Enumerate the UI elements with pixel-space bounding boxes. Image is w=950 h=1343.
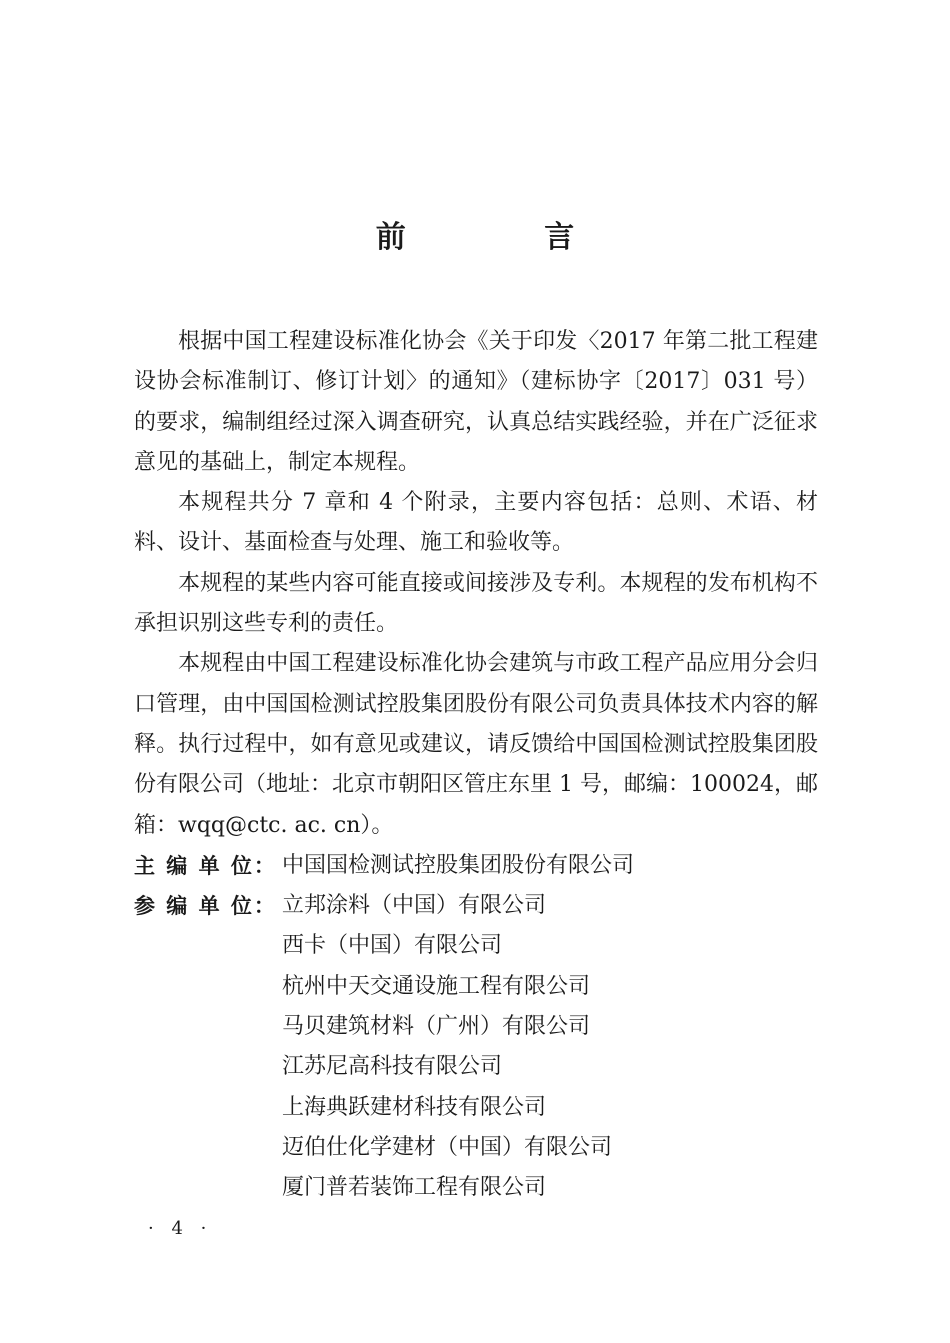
participating-units-row bbox=[134, 886, 818, 1208]
participating-unit: 江苏尼高科技有限公司 bbox=[282, 1054, 503, 1080]
participating-unit: 杭州中天交通设施工程有限公司 bbox=[282, 973, 591, 999]
chief-unit-row bbox=[134, 846, 818, 886]
participating-unit: 厦门普若装饰工程有限公司 bbox=[282, 1175, 547, 1201]
participating-units-list bbox=[282, 886, 612, 1208]
page-title: 前 言 bbox=[375, 220, 639, 255]
paragraph-management: 本规程由中国工程建设标准化协会建筑与市政工程产品应用分会归口管理，由中国国检测试控股集团股份有限公司负责具体技术内容的解释。执行过程中，如有意见或建议，请反馈给中国国检测试控股集团股份有限公司（地址：北京市朝阳区管庄东里 1 号，邮编：100024，邮箱：wqq@ctc. ac. cn）。 bbox=[134, 651, 818, 838]
paragraph-patent: 本规程的某些内容可能直接或间接涉及专利。本规程的发布机构不承担识别这些专利的责任。 bbox=[134, 570, 818, 637]
participating-unit: 立邦涂料（中国）有限公司 bbox=[282, 893, 547, 919]
participating-unit: 上海典跃建材科技有限公司 bbox=[282, 1094, 547, 1120]
paragraph-background: 根据中国工程建设标准化协会《关于印发〈2017 年第二批工程建设协会标准制订、修订计划〉的通知》（建标协字〔2017〕031 号）的要求，编制组经过深入调查研究，认真总结实践经验，并在广泛征求意见的基础上，制定本规程。 bbox=[134, 329, 818, 475]
chief-unit-label: 主 编 单 位： bbox=[134, 853, 277, 878]
participating-unit: 迈伯仕化学建材（中国）有限公司 bbox=[282, 1134, 613, 1160]
page-number: · 4 · bbox=[148, 1218, 213, 1239]
preface-body bbox=[134, 322, 818, 1209]
chief-unit-name: 中国国检测试控股集团股份有限公司 bbox=[282, 852, 635, 878]
participating-unit: 西卡（中国）有限公司 bbox=[282, 933, 503, 959]
paragraph-contents: 本规程共分 7 章和 4 个附录，主要内容包括：总则、术语、材料、设计、基面检查与处理、施工和验收等。 bbox=[134, 490, 818, 556]
participating-unit: 马贝建筑材料（广州）有限公司 bbox=[282, 1014, 591, 1040]
participating-units-label: 参 编 单 位： bbox=[134, 894, 277, 919]
